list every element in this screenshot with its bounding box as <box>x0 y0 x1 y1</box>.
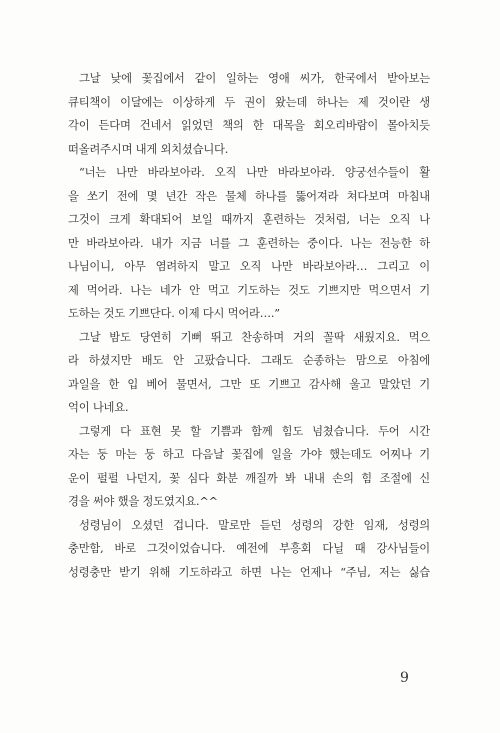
text-line: 제 먹어라. 나는 네가 안 먹고 기도하는 것도 기쁘지만 먹으면서 기 <box>68 283 430 297</box>
page-number: 9 <box>400 670 409 686</box>
text-line: 억이 나네요. <box>68 401 129 414</box>
text-line: 성령충만 받기 위해 기도하라고 하면 나는 언제나 “주님, 저는 싫습 <box>68 565 430 579</box>
text-line: 각이 든다며 건네서 읽었던 책의 한 대목을 회오리바람이 몰아치듯 <box>68 119 430 132</box>
text-line: 자는 둥 마는 둥 하고 다음날 꽃집에 일을 가야 했는데도 어찌나 기 <box>68 448 430 461</box>
text-line: 운이 펄펄 나던지, 꽃 심다 화분 깨질까 봐 내내 손의 힘 조절에 신 <box>68 471 430 485</box>
text-line: 도하는 것도 기쁘단다. 이제 다시 먹어라….” <box>68 307 280 320</box>
text-line: 과일을 한 입 베어 물면서, 그만 또 기쁘고 감사해 울고 말았던 기 <box>68 377 430 391</box>
text-line: 만 바라보아라. 내가 지금 너를 그 훈련하는 중이다. 나는 전능한 하 <box>68 236 430 250</box>
text-line: 그날 밤도 당연히 기뻐 뛰고 찬송하며 거의 꼴딱 새웠지요. 먹으 <box>79 330 430 344</box>
text-line: 그렇게 다 표현 못 할 기쁨과 함께 힘도 넘쳤습니다. 두어 시간 <box>79 424 430 438</box>
text-line: 성령님이 오셨던 겁니다. 말로만 듣던 성령의 강한 임재, 성령의 <box>79 518 430 532</box>
text-line: 떠올려주시며 내게 외치셨습니다. <box>68 142 229 156</box>
text-line: 큐티책이 이달에는 이상하게 두 권이 왔는데 하나는 제 것이란 생 <box>68 95 430 109</box>
text-line: 그것이 크게 확대되어 보일 때까지 훈련하는 것처럼, 너는 오직 나 <box>68 213 430 226</box>
text-line: 을 쏘기 전에 몇 년간 작은 물체 하나를 뚫어져라 쳐다보며 마침내 <box>68 189 430 203</box>
text-line: “너는 나만 바라보아라. 오직 나만 바라보아라. 양궁선수들이 활 <box>79 166 430 179</box>
text-line: 경을 써야 했을 정도였지요.^^ <box>68 495 218 508</box>
body-text <box>68 67 430 584</box>
text-line: 나님이니, 아무 염려하지 말고 오직 나만 바라보아라… 그리고 이 <box>68 260 430 273</box>
text-line: 라 하셨지만 배도 안 고팠습니다. 그래도 순종하는 맘으로 아침에 <box>68 354 430 367</box>
text-line: 충만함, 바로 그것이었습니다. 예전에 부흥회 다닐 때 강사님들이 <box>68 542 430 555</box>
text-line: 그날 낮에 꽃집에서 같이 일하는 영애 씨가, 한국에서 받아보는 <box>79 72 430 85</box>
